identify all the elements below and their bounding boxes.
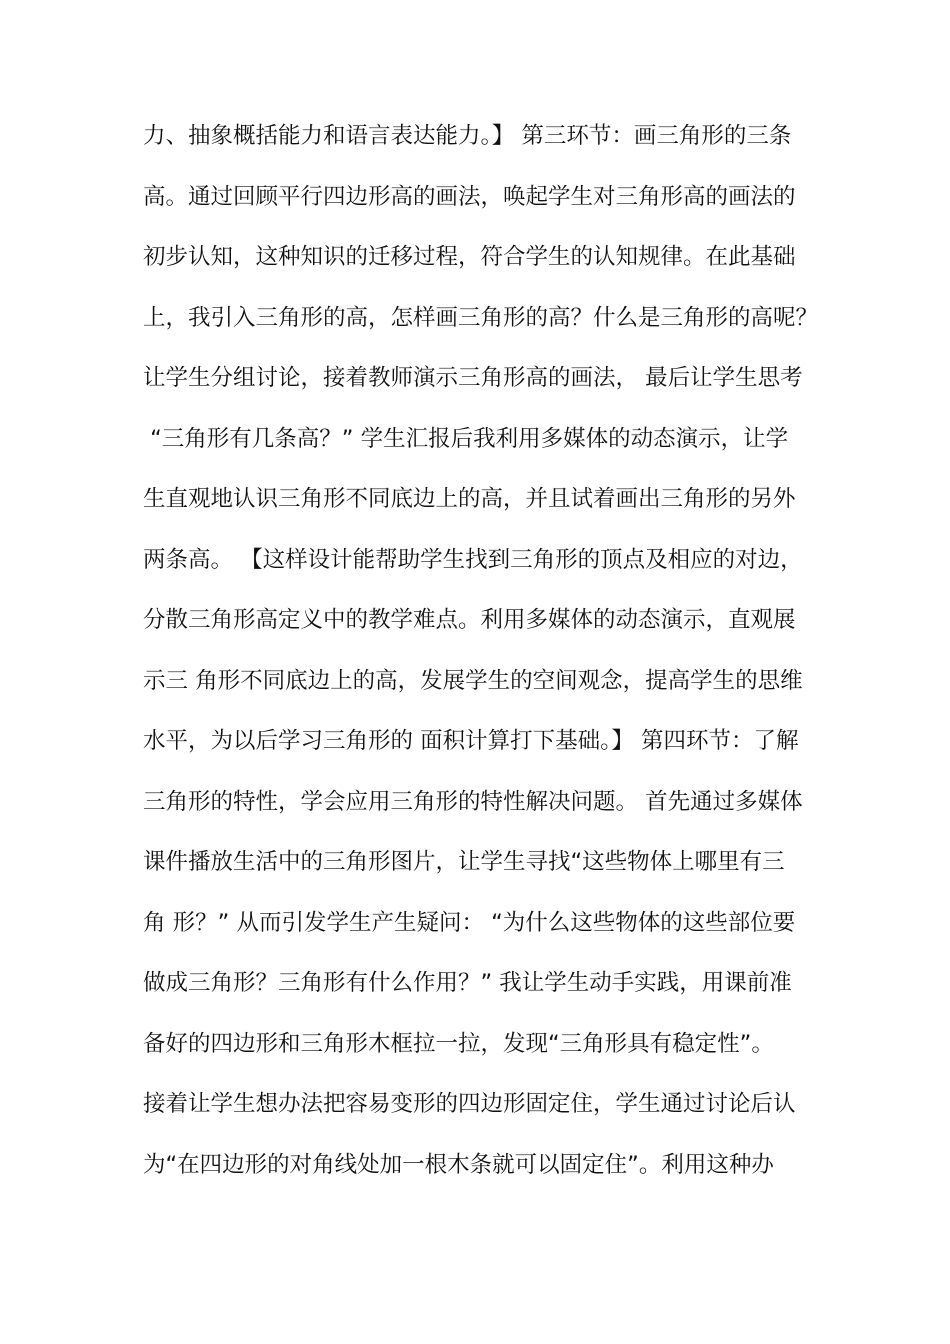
body-text (143, 106, 843, 1195)
text-line: 为“在四边形的对角线处加一根木条就可以固定住”。利用这种办 (143, 1151, 774, 1178)
text-line: 示三 角形不同底边上的高，发展学生的空间观念，提高学生的思维 (143, 667, 803, 694)
text-line: 角 形？” 从而引发学生产生疑问： “为什么这些物体的这些部位要 (143, 909, 796, 936)
text-line: 力、抽象概括能力和语言表达能力。】 第三环节：画三角形的三条 (143, 123, 792, 149)
text-line: 课件播放生活中的三角形图片，让学生寻找“这些物体上哪里有三 (143, 849, 785, 875)
text-line: 备好的四边形和三角形木框拉一拉，发现“三角形具有稳定性”。 (143, 1030, 774, 1057)
text-line: 接着让学生想办法把容易变形的四边形固定住，学生通过讨论后认 (143, 1091, 796, 1117)
text-line: 让学生分组讨论，接着教师演示三角形高的画法， 最后让学生思考 (143, 365, 803, 391)
text-line: 高。通过回顾平行四边形高的画法，唤起学生对三角形高的画法的 (143, 183, 796, 210)
text-line: 生直观地认识三角形不同底边上的高，并且试着画出三角形的另外 (143, 486, 796, 512)
text-line: 三角形的特性，学会应用三角形的特性解决问题。 首先通过多媒体 (143, 788, 803, 815)
text-line: “三角形有几条高？” 学生汇报后我利用多媒体的动态演示，让学 (143, 425, 789, 452)
text-line: 初步认知，这种知识的迁移过程，符合学生的认知规律。在此基础 (143, 244, 796, 270)
text-line: 上，我引入三角形的高，怎样画三角形的高？什么是三角形的高呢？ (143, 304, 819, 331)
text-line: 分散三角形高定义中的教学难点。利用多媒体的动态演示，直观展 (143, 607, 796, 633)
text-line: 水平，为以后学习三角形的 面积计算打下基础。】 第四环节：了解 (143, 728, 799, 754)
text-line: 两条高。 【这样设计能帮助学生找到三角形的顶点及相应的对边， (143, 546, 803, 573)
text-line: 做成三角形？三角形有什么作用？” 我让学生动手实践，用课前准 (143, 970, 792, 996)
